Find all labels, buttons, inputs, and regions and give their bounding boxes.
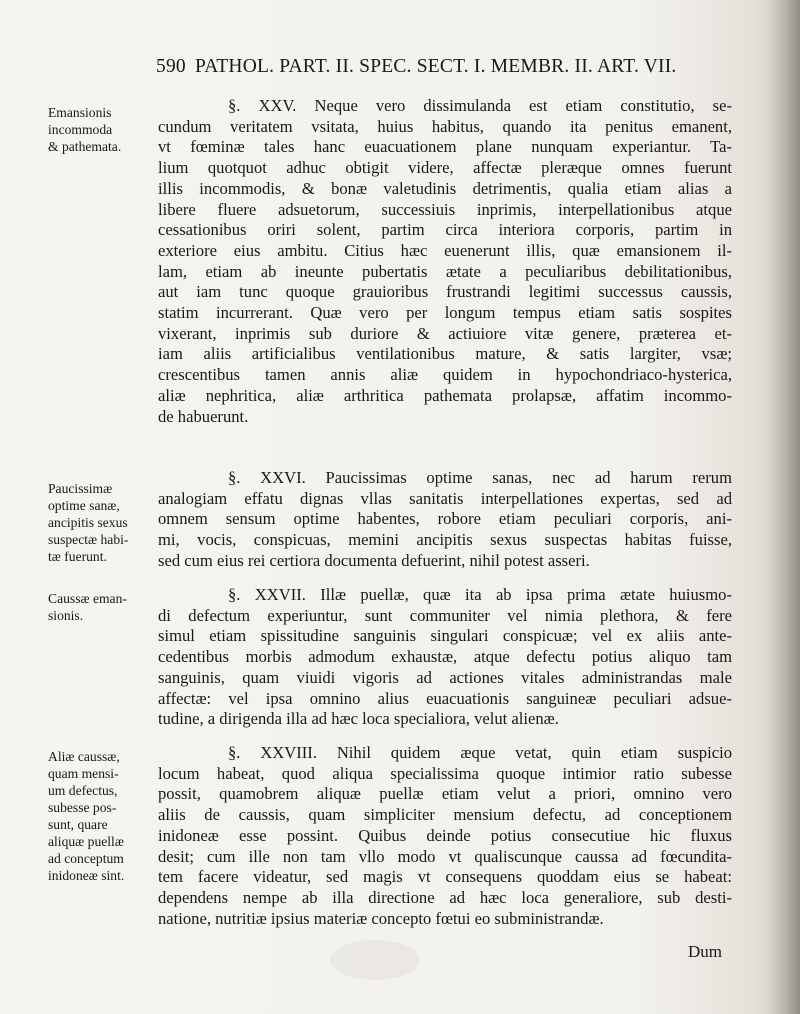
text-line: de habuerunt.: [158, 406, 249, 426]
text-line: sed cum eius rei certiora documenta defuerint, nihil potest asseri.: [158, 550, 590, 570]
margin-note-line: aliquæ puellæ: [48, 834, 124, 849]
margin-note-line: optime sanæ,: [48, 498, 120, 513]
paragraph-xxvii: [158, 585, 732, 730]
text-line: affectæ: vel ipsa omnino alius euacuationis sanguineæ peculiari adsue-: [158, 688, 732, 708]
catchword: Dum: [688, 942, 722, 961]
margin-note-line: sionis.: [48, 608, 84, 623]
text-line: mi, vocis, conspicuas, memini ancipitis sexus suspectas habitas fuisse,: [158, 530, 732, 550]
text-line: §. XXVI. Paucissimas optime sanas, nec ad harum rerum: [228, 468, 732, 487]
margin-note-line: ancipitis sexus: [48, 515, 128, 530]
text-line: crescentibus tamen annis aliæ quidem in hypochondriaco-hysterica,: [158, 365, 732, 385]
text-line: §. XXV. Neque vero dissimulanda est etiam constitutio, se-: [228, 96, 732, 115]
page-number: 590: [156, 56, 186, 77]
text-line: di defectum experiuntur, sunt communiter vel nimia plethora, & fere: [158, 605, 732, 625]
margin-note-line: inidoneæ sint.: [48, 868, 125, 883]
text-line: tudine, a dirigenda illa ad hæc loca specialiora, velut alienæ.: [158, 709, 559, 729]
margin-note-line: & pathemata.: [48, 139, 122, 154]
paragraph-xxv: [158, 96, 732, 427]
text-line: possit, quamobrem aliquæ puellæ etiam velut a priori, omnino vero: [158, 784, 732, 804]
text-line: sanguinis, quam viuidi vigoris ad actiones vitales administrandas male: [158, 667, 732, 687]
text-line: simul etiam spissitudine sanguinis singulari conspicuæ; vel ex aliis ante-: [158, 626, 732, 646]
text-line: iam aliis artificialibus ventilationibus mature, & satis largiter, vsæ;: [158, 344, 732, 364]
paragraph-xxvi: [158, 468, 732, 572]
text-line: lam, etiam ab ineunte pubertatis ætate a peculiaribus debilitationibus,: [158, 261, 732, 281]
text-line: dependens nempe ab illa directione ad hæc loca generaliore, sub desti-: [158, 887, 732, 907]
running-title: PATHOL. PART. II. SPEC. SECT. I. MEMBR. II. ART. VII.: [194, 56, 677, 77]
margin-note: [48, 590, 152, 624]
text-line: aliæ nephritica, aliæ arthritica pathemata prolapsæ, affatim incommo-: [158, 385, 732, 405]
text-line: libere fluere adsuetorum, successiuis inprimis, interpellationibus atque: [158, 199, 732, 219]
text-line: §. XXVIII. Nihil quidem æque vetat, quin etiam suspicio: [228, 743, 732, 762]
text-line: cedentibus morbis admodum exhaustæ, atque defectu potius aliquo tam: [158, 647, 732, 667]
margin-note-line: quam mensi-: [48, 766, 119, 781]
text-line: §. XXVII. Illæ puellæ, quæ ita ab ipsa prima ætate huiusmo-: [228, 585, 732, 604]
text-line: analogiam effatu dignas vllas sanitatis interpellationes expertas, sed ad: [158, 488, 732, 508]
text-line: aut iam tunc quoque grauioribus frustrandi legitimi successus caussis,: [158, 282, 732, 302]
margin-note-line: sunt, quare: [48, 817, 108, 832]
text-line: exteriore eius ambitu. Citius hæc euenerunt illis, quæ emansionem il-: [158, 240, 732, 260]
text-line: statim incurrerant. Quæ vero per longum tempus etiam satis sospites: [158, 303, 732, 323]
margin-note-line: subesse pos-: [48, 800, 117, 815]
margin-note-line: ad conceptum: [48, 851, 124, 866]
text-line: desit; cum ille non tam vllo modo vt qualiscunque caussa ad fœcundita-: [158, 846, 732, 866]
page-spine-shadow: [766, 0, 800, 1014]
text-line: tem facere videatur, sed magis vt consequens quoddam eius se habeat:: [158, 867, 732, 887]
text-line: omnem sensum optime habentes, robore etiam peculiari corporis, ani-: [158, 509, 732, 529]
text-line: lium quotquot adhuc obtigit videre, affectæ pleræque omnes fuerunt: [158, 158, 732, 178]
text-line: vt fœminæ tales hanc euacuationem plane nunquam experiantur. Ta-: [158, 137, 732, 157]
margin-note-line: Aliæ caussæ,: [48, 749, 120, 764]
margin-note: [48, 104, 152, 155]
paper-stain: [330, 940, 420, 980]
margin-note-line: Caussæ eman-: [48, 591, 127, 606]
margin-note: [48, 748, 152, 884]
text-line: cessationibus oriri solent, partim circa interiora corporis, partim in: [158, 220, 732, 240]
margin-note-line: Emansionis: [48, 105, 112, 120]
running-header: [156, 56, 716, 78]
text-line: illis incommodis, & bonæ valetudinis detrimentis, qualia etiam alias a: [158, 178, 732, 198]
text-line: natione, nutritiæ ipsius materiæ concepto fœtui eo subministrandæ.: [158, 908, 604, 928]
text-line: aliis de caussis, quam simpliciter mensium defectu, ad conceptionem: [158, 805, 732, 825]
margin-note-line: um defectus,: [48, 783, 118, 798]
text-line: inidoneæ esse possint. Quibus deinde potius consecutiue hic fluxus: [158, 825, 732, 845]
margin-note-line: Paucissimæ: [48, 481, 113, 496]
margin-note-line: suspectæ habi-: [48, 532, 129, 547]
margin-note-line: tæ fuerunt.: [48, 549, 107, 564]
paragraph-xxviii: [158, 743, 732, 929]
text-line: locum habeat, quod aliqua specialissima quoque intimior ratio subesse: [158, 763, 732, 783]
text-line: cundum veritatem vsitata, huius habitus, quando ita penitus emanent,: [158, 116, 732, 136]
margin-note-line: incommoda: [48, 122, 113, 137]
margin-note: [48, 480, 152, 565]
text-line: vixerant, inprimis sub duriore & actiuiore vitæ genere, præterea et-: [158, 323, 732, 343]
